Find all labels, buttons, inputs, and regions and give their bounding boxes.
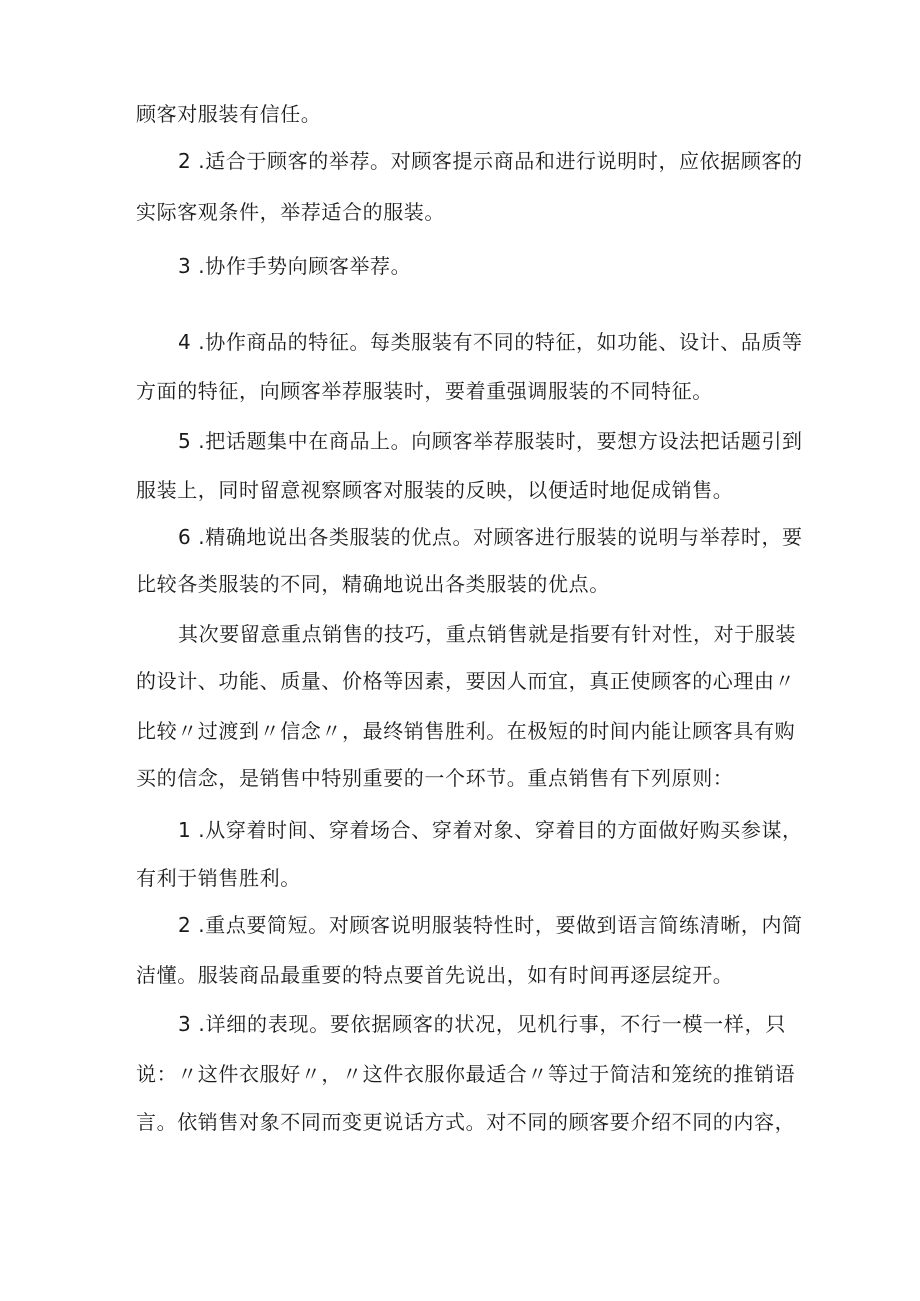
text-line: 2 .适合于顾客的举荐。对顾客提示商品和进行说明时，应依据顾客的 — [178, 149, 803, 173]
text-line: 3 .协作手势向顾客举荐。 — [178, 254, 412, 278]
text-line: 比较各类服装的不同，精确地说出各类服装的优点。 — [136, 572, 610, 596]
text-line: 服装上，同时留意视察顾客对服装的反映，以便适时地促成销售。 — [136, 478, 734, 502]
text-line: 顾客对服装有信任。 — [136, 102, 322, 126]
text-line: 言。依销售对象不同而变更说话方式。对不同的顾客要介绍不同的内容， — [136, 1110, 796, 1134]
text-line: 洁懂。服装商品最重要的特点要首先说出，如有时间再逐层绽开。 — [136, 963, 734, 987]
text-line: 方面的特征，向顾客举荐服装时，要着重强调服装的不同特征。 — [136, 379, 713, 403]
text-line: 其次要留意重点销售的技巧，重点销售就是指要有针对性，对于服装 — [178, 622, 796, 646]
text-line: 6 .精确地说出各类服装的优点。对顾客进行服装的说明与举荐时，要 — [178, 525, 803, 549]
text-line: 买的信念，是销售中特别重要的一个环节。重点销售有下列原则： — [136, 766, 734, 790]
text-line: 有利于销售胜利。 — [136, 866, 301, 890]
text-line: 实际客观条件，举荐适合的服装。 — [136, 200, 445, 224]
text-line: 1 .从穿着时间、穿着场合、穿着对象、穿着目的方面做好购买参谋， — [178, 818, 803, 842]
text-line: 5 .把话题集中在商品上。向顾客举荐服装时，要想方设法把话题引到 — [178, 429, 803, 453]
text-line: 2 .重点要简短。对顾客说明服装特性时，要做到语言简练清晰，内简 — [178, 913, 803, 937]
text-line: 的设计、功能、质量、价格等因素，要因人而宜，真正使顾客的心理由〃 — [136, 669, 796, 693]
text-line: 3 .详细的表现。要依据顾客的状况，见机行事，不行一模一样，只 — [178, 1012, 786, 1036]
text-line: 比较〃过渡到〃信念〃，最终销售胜利。在极短的时间内能让顾客具有购 — [136, 719, 796, 743]
text-line: 说：〃这件衣服好〃，〃这件衣服你最适合〃等过于简洁和笼统的推销语 — [136, 1062, 796, 1086]
text-line: 4 .协作商品的特征。每类服装有不同的特征，如功能、设计、品质等 — [178, 330, 803, 354]
